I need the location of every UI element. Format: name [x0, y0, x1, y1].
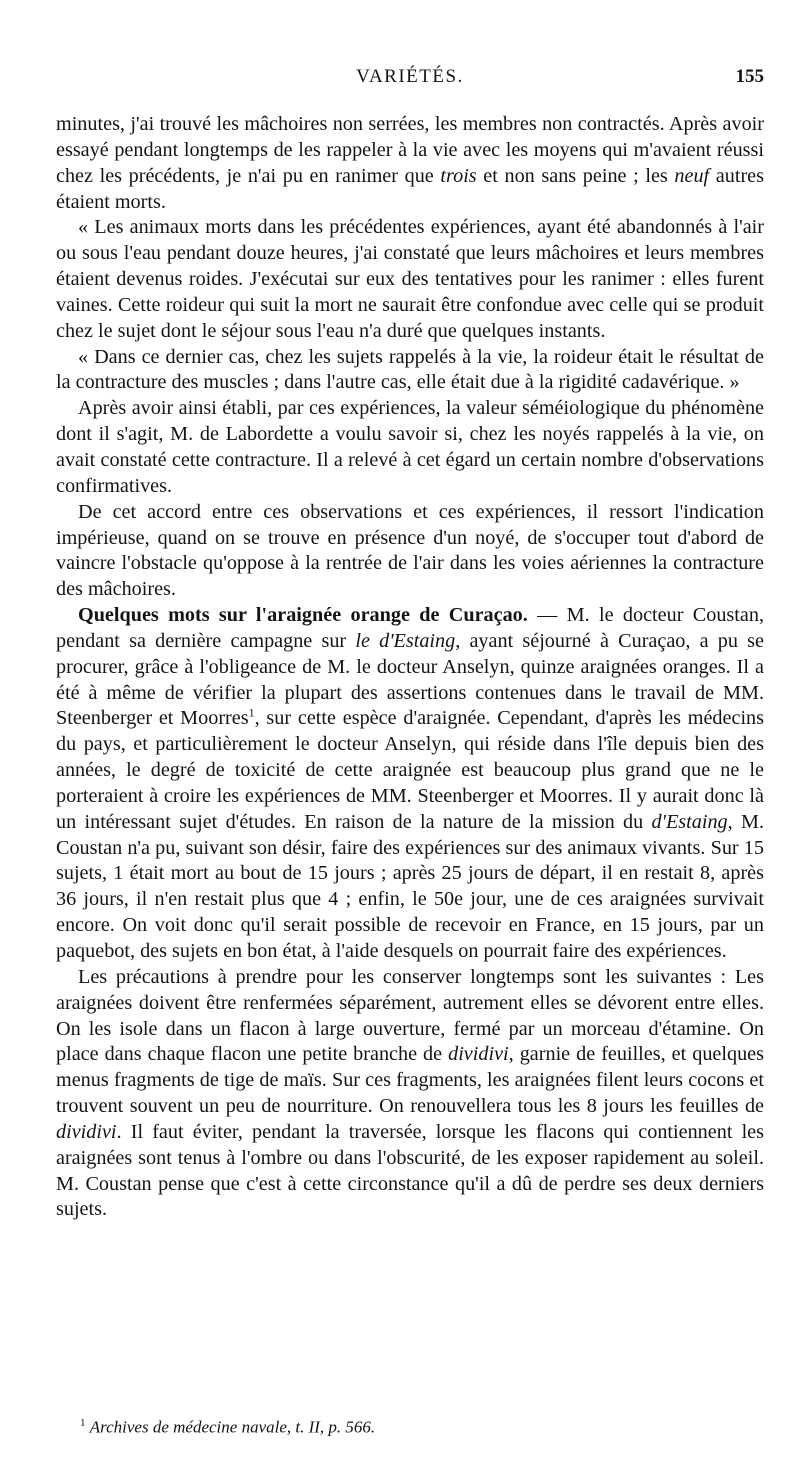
paragraph-3: « Dans ce dernier cas, chez les sujets rappelés à la vie, la roideur était le résultat de la contracture des muscles ; dans l'autre cas, elle était due à la rigidité cadavérique. »: [56, 345, 764, 394]
paragraph-7: [56, 965, 764, 1223]
paragraph-2: « Les animaux morts dans les précédentes expériences, ayant été abandonnés à l'air ou sous l'eau pendant douze heures, j'ai constaté que leurs mâchoires et leurs membres étaient devenus roides. J'exécutai sur eux des tentatives pour les ranimer : elles furent vaines. Cette roideur qui suit la mort ne saurait être confondue avec celle qui se produit chez le sujet dont le séjour sous l'eau n'a duré que quelques instants.: [56, 216, 764, 342]
paragraph-6: [56, 603, 764, 965]
paragraph-1-text-c: autres étaient morts.: [56, 164, 764, 213]
paragraph-6-text-a: — M. le docteur Coustan, pendant sa dernière campagne sur: [56, 604, 764, 652]
paragraph-4: Après avoir ainsi établi, par ces expériences, la valeur séméiologique du phénomène dont il s'agit, M. de Labordette a voulu savoir si, chez les noyés rappelés à la vie, on avait constaté cette contracture. Il a relevé à cet égard un certain nombre d'observations confirmatives.: [56, 397, 764, 497]
page-number: 155: [735, 66, 764, 87]
paragraph-6-italic-ship-1: le d'Estaing: [355, 629, 456, 652]
paragraph-7-italic-dividivi-2: dividivi: [56, 1120, 117, 1143]
footnote-reference: 1: [248, 705, 255, 720]
section-heading: Quelques mots sur l'araignée orange de Curaçao.: [78, 604, 528, 627]
paragraph-1-italic-neuf: neuf: [674, 164, 710, 187]
paragraph-1-italic-trois: trois: [440, 164, 477, 187]
paragraph-1: [56, 112, 764, 215]
page-header: [56, 66, 764, 96]
paragraph-7-text-c: . Il faut éviter, pendant la traversée, lorsque les flacons qui contiennent les araignées sont tenus à l'ombre ou dans l'obscurité, de les exposer rapidement au soleil. M. Coustan pense que c'est à cette circonstance qu'il a dû de perdre ses deux derniers sujets.: [56, 1120, 764, 1221]
paragraph-7-italic-dividivi-1: dividivi: [448, 1043, 509, 1066]
paragraph-6-text-b: , ayant séjourné à Curaçao, a pu se procurer, grâce à l'obligeance de M. le docteur Anselyn, quinze araignées oranges. Il a été à même de vérifier la plupart des assertions contenues dans le travail de MM. Steenberger et Moorres: [56, 629, 764, 730]
footnote: [80, 1417, 375, 1438]
footnote-mark: 1: [80, 1417, 86, 1429]
paragraph-7-text-b: , garnie de feuilles, et quelques menus fragments de tige de maïs. Sur ces fragments, les araignées filent leurs cocons et trouvent souvent un peu de nourriture. On renouvellera tous les 8 jours les feuilles de: [56, 1043, 764, 1118]
paragraph-1-text-b: et non sans peine ; les: [476, 164, 675, 187]
paragraph-6-text-c: , sur cette espèce d'araignée. Cependant, d'après les médecins du pays, et particulièrement le docteur Anselyn, qui réside dans l'île depuis bien des années, le degré de toxicité de cette araignée est beaucoup plus grand que ne le porteraient à croire les expériences de MM. Steenberger et Moorres. Il y aurait donc là un intéressant sujet d'études. En raison de la nature de la mission du: [56, 707, 764, 833]
paragraph-6-italic-ship-2: d'Estaing: [651, 810, 728, 833]
footnote-text: Archives de médecine navale, t. II, p. 566.: [89, 1417, 376, 1437]
paragraph-7-text-a: Les précautions à prendre pour les conserver longtemps sont les suivantes : Les araignées doivent être renfermées séparément, autrement elles se dévorent entre elles. On les isole dans un flacon à large ouverture, fermé par un morceau d'étamine. On place dans chaque flacon une petite branche de: [56, 965, 764, 1066]
paragraph-6-text-d: , M. Coustan n'a pu, suivant son désir, faire des expériences sur des animaux vivants. Sur 15 sujets, 1 était mort au bout de 15 jours ; après 25 jours de départ, il en restait 8, après 36 jours, il n'en restait plus que 4 ; enfin, le 50e jour, une de ces araignées survivait encore. On voit donc qu'il serait possible de recevoir en France, en 15 jours, par un paquebot, des sujets en bon état, à l'aide desquels on pourrait faire des expériences.: [56, 810, 764, 962]
body-text: [56, 112, 764, 1223]
paragraph-5: De cet accord entre ces observations et ces expériences, il ressort l'indication impérieuse, quand on se trouve en présence d'un noyé, de s'occuper tout d'abord de vaincre l'obstacle qu'oppose à la rentrée de l'air dans les voies aériennes la contracture des mâchoires.: [56, 500, 764, 601]
paragraph-1-text-a: minutes, j'ai trouvé les mâchoires non serrées, les membres non contractés. Après avoir essayé pendant longtemps de les rappeler à la vie avec les moyens qui m'avaient réussi chez les précédents, je n'ai pu en ranimer que: [56, 113, 764, 187]
running-title: VARIÉTÉS.: [356, 66, 464, 87]
